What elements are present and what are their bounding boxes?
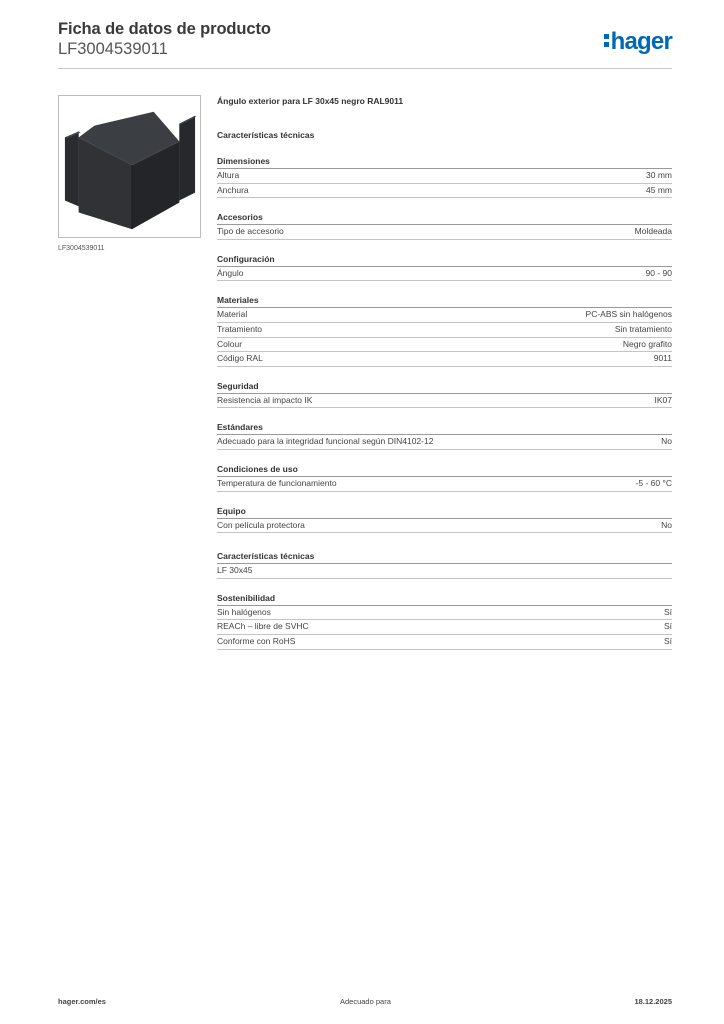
spec-row: [217, 394, 672, 409]
spec-label: LF 30x45: [217, 565, 253, 576]
spec-row: [217, 323, 672, 338]
spec-label: Tratamiento: [217, 323, 263, 334]
spec-group: [217, 156, 672, 198]
spec-row: [217, 564, 672, 579]
spec-row: [217, 225, 672, 240]
spec-label: Adecuado para la integridad funcional según DIN4102-12: [217, 436, 434, 447]
spec-value: Sí: [663, 621, 672, 632]
spec-value: No: [661, 436, 672, 447]
spec-label: Tipo de accesorio: [217, 226, 284, 237]
spec-row: [217, 477, 672, 492]
spec-content: [217, 96, 672, 650]
spec-value: -5 - 60 °C: [635, 477, 672, 488]
spec-groups: [217, 156, 672, 533]
image-caption: LF3004539011: [58, 245, 105, 252]
spec-value: No: [661, 519, 672, 530]
spec-group: [217, 254, 672, 282]
spec-value: Sí: [663, 606, 672, 617]
spec-label: Material: [217, 309, 248, 320]
spec-group-title: Materiales: [217, 295, 672, 308]
spec-value: 45 mm: [646, 184, 672, 195]
logo-dots-icon: [604, 34, 609, 50]
spec-value: 30 mm: [646, 170, 672, 180]
hager-logo[interactable]: [604, 28, 672, 56]
spec-value: Sí: [663, 635, 672, 646]
spec-row: [217, 169, 672, 184]
spec-group-title: Equipo: [217, 506, 672, 519]
spec-groups-secondary: [217, 551, 672, 649]
spec-label: Sin halógenos: [217, 606, 271, 617]
spec-label: Anchura: [217, 184, 249, 195]
spec-label: Colour: [217, 338, 243, 349]
spec-group-title: Sostenibilidad: [217, 593, 672, 606]
spec-row: [217, 352, 672, 367]
spec-row: [217, 308, 672, 323]
product-code: LF3004539011: [58, 40, 168, 58]
footer-date: 18.12.2025: [634, 997, 672, 1006]
spec-value: Sin tratamiento: [614, 323, 672, 334]
product-image: [58, 95, 201, 238]
spec-value: 9011: [653, 353, 672, 364]
spec-value: Negro grafito: [622, 338, 672, 349]
page-header: [58, 20, 672, 68]
spec-group-title: Dimensiones: [217, 156, 672, 169]
footer-center-text: Adecuado para: [340, 997, 391, 1006]
spec-value: 90 - 90: [645, 267, 672, 278]
spec-label: Temperatura de funcionamiento: [217, 477, 337, 488]
spec-row: [217, 435, 672, 450]
spec-label: Conforme con RoHS: [217, 635, 296, 646]
spec-group: [217, 381, 672, 409]
spec-label: Con película protectora: [217, 519, 305, 530]
spec-row: [217, 338, 672, 353]
footer-link[interactable]: hager.com/es: [58, 997, 106, 1006]
spec-group: [217, 295, 672, 366]
spec-group: [217, 464, 672, 492]
tech-heading: Características técnicas: [217, 130, 315, 140]
spec-label: REACh – libre de SVHC: [217, 621, 309, 632]
spec-group-title: Seguridad: [217, 381, 672, 394]
spec-group-title: Accesorios: [217, 212, 672, 225]
page-title: Ficha de datos de producto: [58, 20, 271, 38]
spec-group-title: Configuración: [217, 254, 672, 267]
logo-text: hager: [610, 28, 672, 55]
spec-row: [217, 606, 672, 621]
spec-label: Ángulo: [217, 267, 244, 278]
spec-value: IK07: [654, 394, 672, 405]
spec-row: [217, 267, 672, 282]
spec-group: [217, 506, 672, 534]
spec-group-title: Características técnicas: [217, 551, 672, 564]
product-corner-icon: [59, 96, 200, 237]
spec-group: [217, 212, 672, 240]
spec-group: [217, 551, 672, 579]
spec-group-title: Condiciones de uso: [217, 464, 672, 477]
spec-row: [217, 620, 672, 635]
spec-label: Altura: [217, 170, 240, 180]
spec-label: Resistencia al impacto IK: [217, 394, 313, 405]
spec-group-title: Estándares: [217, 422, 672, 435]
spec-value: Moldeada: [634, 226, 672, 237]
product-name: Ángulo exterior para LF 30x45 negro RAL9011: [217, 96, 404, 106]
spec-row: [217, 635, 672, 650]
spec-row: [217, 519, 672, 534]
spec-group: [217, 422, 672, 450]
spec-group: [217, 593, 672, 650]
spec-row: [217, 184, 672, 199]
spec-value: PC-ABS sin halógenos: [585, 309, 672, 320]
spec-label: Código RAL: [217, 353, 263, 364]
header-divider: [58, 68, 672, 69]
